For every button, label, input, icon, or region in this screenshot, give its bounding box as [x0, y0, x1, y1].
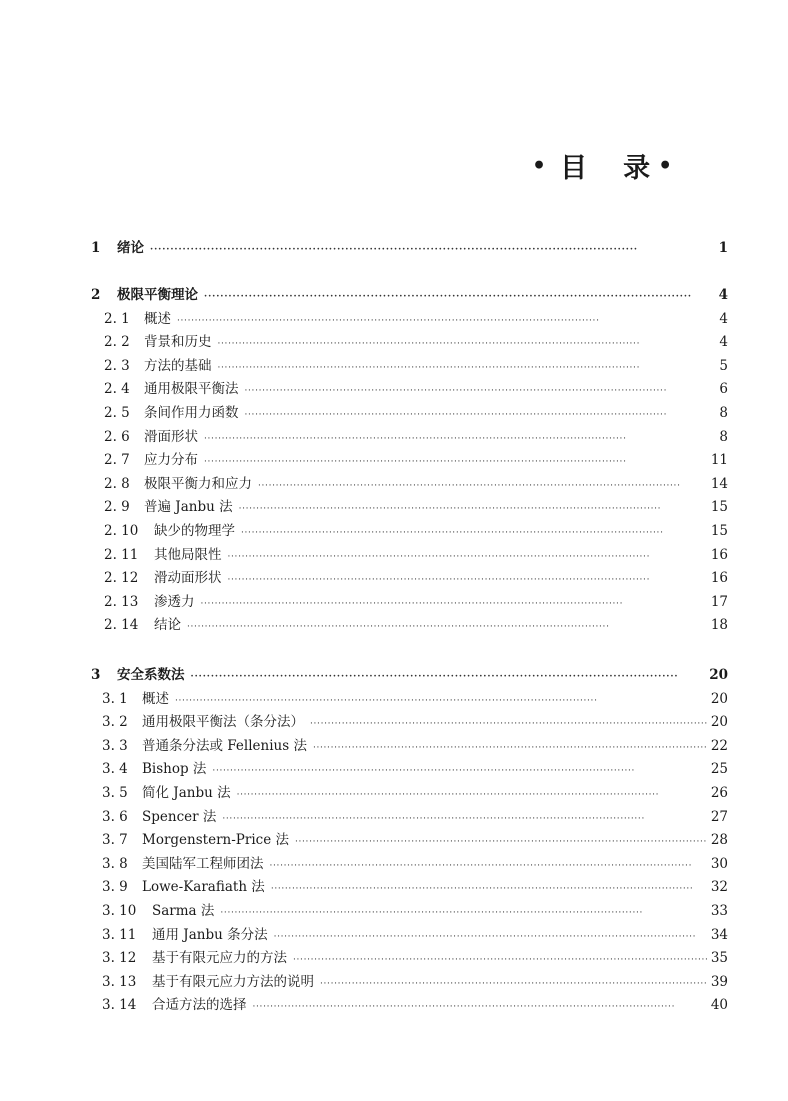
chapter-title: 安全系数法: [117, 667, 185, 683]
section-number: 2. 4: [104, 381, 130, 398]
section-title: 基于有限元应力方法的说明: [152, 973, 314, 990]
section-title: 滑动面形状: [154, 570, 222, 587]
section-title: 通用极限平衡法: [144, 381, 239, 398]
section-number: 2. 13: [104, 593, 139, 610]
section-number: 2. 10: [104, 523, 139, 539]
dot-leader: [222, 808, 706, 828]
toc-section-2.3[interactable]: [104, 357, 728, 377]
page-number: 6: [719, 381, 728, 398]
dot-leader: [220, 902, 706, 922]
section-number: 2. 9: [104, 499, 130, 516]
page-number: 8: [719, 428, 728, 445]
dot-leader: [204, 451, 707, 471]
toc-section-2.5[interactable]: [104, 404, 728, 424]
toc-section-2.7[interactable]: [104, 451, 728, 471]
page-number: 14: [710, 475, 728, 492]
page-number: 20: [709, 667, 728, 683]
toc-section-3.9[interactable]: [102, 878, 728, 898]
dot-leader: [237, 784, 707, 804]
page-number: 8: [719, 405, 728, 421]
section-title: 其他局限性: [154, 546, 222, 563]
title-dot-right: •: [658, 152, 675, 179]
section-number: 2. 5: [104, 405, 130, 421]
section-number: 3. 9: [102, 879, 128, 896]
dot-leader: [187, 616, 707, 636]
page-number: 26: [710, 785, 728, 801]
section-title: 条间作用力函数: [144, 405, 239, 421]
section-number: 3. 3: [102, 737, 128, 754]
section-title: 普遍 Janbu 法: [144, 499, 233, 516]
page-title: [532, 146, 702, 185]
page-number: 20: [710, 714, 728, 731]
dot-leader: [204, 428, 714, 448]
page-number: 4: [719, 334, 728, 351]
toc-section-3.6[interactable]: [102, 808, 728, 828]
section-number: 3. 7: [102, 832, 128, 849]
dot-leader: [191, 666, 706, 686]
page-number: 25: [710, 761, 728, 778]
section-number: 3. 11: [102, 926, 137, 943]
page-number: 39: [710, 973, 728, 990]
section-number: 3. 10: [102, 903, 137, 919]
dot-leader: [253, 996, 707, 1016]
chapter-title: 绪论: [117, 240, 144, 256]
page-number: 30: [710, 855, 728, 872]
section-title: 缺少的物理学: [154, 523, 235, 539]
page-number: 40: [710, 997, 728, 1014]
section-number: 2. 1: [104, 310, 130, 327]
toc-section-3.7[interactable]: [102, 831, 728, 851]
dot-leader: [274, 926, 707, 946]
section-title: 通用极限平衡法（条分法）: [142, 714, 304, 731]
section-title: 通用 Janbu 条分法: [152, 926, 268, 943]
page-number: 4: [719, 310, 728, 327]
page-number: 15: [710, 523, 728, 539]
dot-leader: [239, 498, 707, 518]
section-number: 2. 6: [104, 428, 130, 445]
page-number: 11: [710, 452, 728, 469]
toc-section-3.11[interactable]: [102, 926, 728, 946]
toc-section-3.14[interactable]: [102, 996, 728, 1016]
toc-section-2.12[interactable]: [104, 569, 728, 589]
toc-section-3.8[interactable]: [102, 855, 728, 875]
section-number: 2. 2: [104, 334, 130, 351]
page-number: 17: [710, 593, 728, 610]
toc-chapter-1[interactable]: [91, 239, 728, 259]
toc-section-3.1[interactable]: [102, 690, 728, 710]
dot-leader: [293, 949, 707, 969]
section-number: 2. 3: [104, 357, 130, 374]
chapter-number: 1: [91, 240, 101, 256]
section-title: Spencer 法: [142, 808, 217, 825]
section-number: 3. 13: [102, 973, 137, 990]
toc-section-2.14[interactable]: [104, 616, 728, 636]
toc-section-3.2[interactable]: [102, 713, 728, 733]
toc-section-2.4[interactable]: [104, 380, 728, 400]
section-number: 3. 2: [102, 714, 128, 731]
dot-leader: [177, 310, 714, 330]
section-number: 2. 12: [104, 570, 139, 587]
section-number: 3. 1: [102, 690, 128, 707]
section-title: 滑面形状: [144, 428, 198, 445]
toc-section-3.4[interactable]: [102, 760, 728, 780]
chapter-title: 极限平衡理论: [117, 287, 198, 303]
section-number: 3. 14: [102, 997, 137, 1014]
dot-leader: [245, 404, 715, 424]
page-number: 4: [718, 287, 728, 303]
section-number: 3. 6: [102, 808, 128, 825]
page-number: 22: [710, 737, 728, 754]
toc-chapter-3[interactable]: [91, 666, 728, 686]
section-number: 3. 4: [102, 761, 128, 778]
toc-section-2.2[interactable]: [104, 333, 728, 353]
dot-leader: [218, 357, 715, 377]
section-title: 概述: [142, 690, 169, 707]
dot-leader: [241, 522, 707, 542]
section-title: 概述: [144, 310, 171, 327]
dot-leader: [212, 760, 706, 780]
page-number: 34: [710, 926, 728, 943]
section-title: 美国陆军工程师团法: [142, 855, 264, 872]
toc-section-2.13[interactable]: [104, 593, 728, 613]
section-number: 2. 7: [104, 452, 130, 469]
section-title: 极限平衡力和应力: [144, 475, 252, 492]
dot-leader: [271, 878, 707, 898]
page-number: 33: [710, 903, 728, 919]
section-number: 3. 5: [102, 785, 128, 801]
section-title: 普通条分法或 Fellenius 法: [142, 737, 307, 754]
chapter-number: 3: [91, 667, 101, 683]
section-number: 3. 8: [102, 855, 128, 872]
page-number: 32: [710, 879, 728, 896]
section-title: Morgenstern-Price 法: [142, 832, 289, 849]
toc-section-3.3[interactable]: [102, 737, 728, 757]
dot-leader: [313, 737, 707, 757]
page-number: 27: [710, 808, 728, 825]
dot-leader: [204, 286, 714, 306]
dot-leader: [228, 546, 707, 566]
page-number: 1: [718, 240, 728, 256]
dot-leader: [258, 475, 707, 495]
toc-section-2.8[interactable]: [104, 475, 728, 495]
page-number: 20: [710, 690, 728, 707]
page-number: 15: [710, 499, 728, 516]
section-title: Bishop 法: [142, 761, 207, 778]
section-title: 合适方法的选择: [152, 997, 247, 1014]
section-number: 2. 11: [104, 546, 139, 563]
dot-leader: [175, 690, 707, 710]
page-number: 16: [710, 546, 728, 563]
toc-section-3.10[interactable]: [102, 902, 728, 922]
section-title: 简化 Janbu 法: [142, 785, 231, 801]
section-title: 基于有限元应力的方法: [152, 950, 287, 967]
toc-chapter-2[interactable]: [91, 286, 728, 306]
toc-section-2.9[interactable]: [104, 498, 728, 518]
title-char-2: 录: [623, 153, 653, 184]
chapter-number: 2: [91, 287, 101, 303]
title-dot-left: •: [532, 152, 549, 179]
dot-leader: [320, 973, 707, 993]
title-char-1: 目: [560, 153, 590, 184]
dot-leader: [245, 380, 715, 400]
toc-section-2.6[interactable]: [104, 428, 728, 448]
toc-section-3.5[interactable]: [102, 784, 728, 804]
section-title: 背景和历史: [144, 334, 212, 351]
section-title: 方法的基础: [144, 357, 212, 374]
section-title: Sarma 法: [152, 903, 215, 919]
page-number: 16: [710, 570, 728, 587]
toc-section-3.13[interactable]: [102, 973, 728, 993]
dot-leader: [218, 333, 715, 353]
page-number: 35: [710, 950, 728, 967]
page-number: 18: [710, 617, 728, 634]
dot-leader: [295, 831, 707, 851]
page-number: 5: [719, 357, 728, 374]
section-title: Lowe-Karafiath 法: [142, 879, 265, 896]
section-number: 2. 14: [104, 617, 139, 634]
dot-leader: [310, 713, 707, 733]
section-number: 3. 12: [102, 950, 137, 967]
section-title: 应力分布: [144, 452, 198, 469]
dot-leader: [228, 569, 707, 589]
toc-section-2.11[interactable]: [104, 546, 728, 566]
page-number: 28: [710, 832, 728, 849]
section-title: 渗透力: [154, 593, 195, 610]
dot-leader: [201, 593, 707, 613]
dot-leader: [150, 239, 714, 259]
dot-leader: [270, 855, 707, 875]
toc-section-2.10[interactable]: [104, 522, 728, 542]
section-number: 2. 8: [104, 475, 130, 492]
section-title: 结论: [154, 617, 181, 634]
toc-section-3.12[interactable]: [102, 949, 728, 969]
toc-section-2.1[interactable]: [104, 310, 728, 330]
